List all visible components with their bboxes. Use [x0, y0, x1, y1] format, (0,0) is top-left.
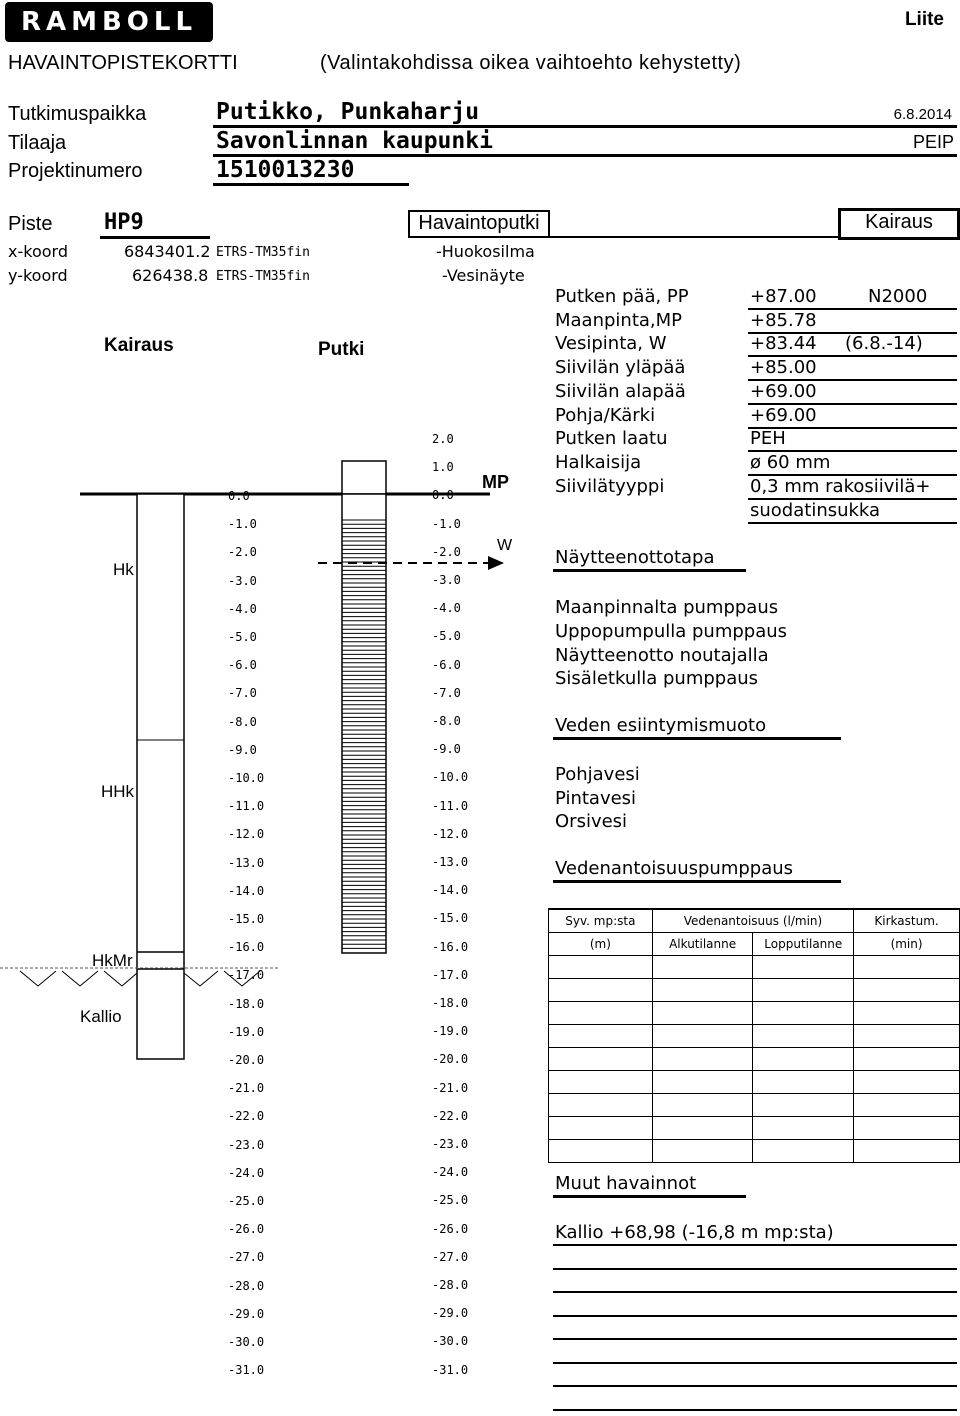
putki-depth-label: -25.0 — [432, 1193, 469, 1208]
table-row — [549, 956, 960, 979]
table-row — [549, 979, 960, 1002]
y-system: ETRS-TM35fin — [216, 269, 310, 284]
appendix-label: Liite — [904, 9, 944, 30]
yield-col-clear: Kirkastum. — [854, 909, 960, 933]
sampling-option-2: Uppopumpulla pumppaus — [555, 621, 788, 642]
kairaus-depth-label: -21.0 — [228, 1081, 265, 1096]
site-value: Putikko, Punkaharju — [216, 99, 480, 125]
client-label: Tilaaja — [8, 132, 67, 154]
property-label: Siivilän alapää — [555, 380, 686, 402]
note-line[interactable] — [553, 1268, 957, 1270]
property-label: Siivilätyyppi — [555, 475, 665, 497]
note-line[interactable] — [553, 1338, 957, 1340]
type-other-box: Kairaus — [838, 208, 960, 240]
putki-depth-label: -13.0 — [432, 855, 469, 869]
date-value: 6.8.2014 — [893, 106, 952, 123]
putki-depth-label: -12.0 — [432, 826, 469, 841]
yield-col-flow: Vedenantoisuus (l/min) — [652, 909, 853, 933]
putki-depth-label: -9.0 — [432, 742, 461, 757]
piste-label: Piste — [8, 213, 53, 235]
note-line[interactable] — [553, 1362, 957, 1364]
putki-depth-label: -21.0 — [432, 1080, 469, 1095]
kairaus-depth-label: -9.0 — [228, 742, 257, 757]
y-value: 626438.8 — [132, 266, 209, 285]
putki-depth-label: -20.0 — [432, 1052, 469, 1067]
property-extra: (6.8.-14) — [845, 333, 923, 355]
number-value: 1510013230 — [216, 157, 355, 183]
yield-unit-m: (m) — [549, 933, 653, 956]
kairaus-depth-label: -1.0 — [228, 517, 257, 532]
kairaus-depth-label: -4.0 — [228, 601, 257, 616]
water-form-option-3: Orsivesi — [555, 811, 628, 832]
putki-depth-label: -8.0 — [432, 714, 461, 728]
piste-value: HP9 — [104, 210, 144, 235]
yield-title: Vedenantoisuuspumppaus — [555, 858, 794, 879]
y-label: y-koord — [8, 266, 68, 285]
water-form-underline — [553, 737, 841, 740]
putki-depth-label: -18.0 — [432, 996, 469, 1010]
kairaus-depth-label: -18.0 — [228, 996, 265, 1011]
table-row — [549, 1140, 960, 1163]
form-note: (Valintakohdissa oikea vaihtoehto kehystetty) — [320, 52, 742, 74]
table-row — [549, 1002, 960, 1025]
note-line[interactable] — [553, 1409, 957, 1411]
water-form-option-1: Pohjavesi — [555, 764, 640, 785]
putki-depth-label: -28.0 — [432, 1278, 469, 1292]
property-label: Vesipinta, W — [555, 333, 667, 355]
site-label: Tutkimuspaikka — [8, 103, 147, 125]
kairaus-depth-label: -10.0 — [228, 771, 265, 785]
kairaus-depth-label: 0.0 — [228, 489, 250, 503]
property-value: +69.00 — [750, 380, 817, 402]
property-label: Halkaisija — [555, 451, 642, 473]
table-row — [549, 1025, 960, 1048]
note-line[interactable] — [553, 1315, 957, 1317]
kairaus-depth-label: -8.0 — [228, 714, 257, 729]
yield-underline — [553, 880, 841, 883]
kairaus-depth-label: -22.0 — [228, 1109, 265, 1124]
putki-depth-label: -27.0 — [432, 1249, 469, 1264]
ramboll-logo: RAMBOLL — [5, 2, 213, 42]
form-title: HAVAINTOPISTEKORTTI — [8, 52, 238, 74]
property-extra: N2000 — [868, 286, 928, 307]
yield-table — [548, 908, 960, 1163]
putki-depth-label: -3.0 — [432, 573, 461, 587]
property-value: +85.00 — [750, 357, 817, 379]
putki-depth-label: -17.0 — [432, 967, 469, 982]
kairaus-depth-label: -7.0 — [228, 686, 257, 701]
property-value: +83.44 — [750, 333, 817, 355]
water-form-title: Veden esiintymismuoto — [555, 715, 767, 736]
putki-depth-label: -29.0 — [432, 1306, 469, 1321]
layer-hkmr: HkMr — [92, 951, 133, 970]
putki-depth-label: -5.0 — [432, 629, 461, 644]
putki-depth-label: 0.0 — [432, 488, 454, 503]
kairaus-depth-label: -16.0 — [228, 940, 265, 955]
property-value-cont: suodatinsukka — [750, 500, 881, 521]
kairaus-depth-label: -27.0 — [228, 1250, 265, 1265]
yield-col-end: Lopputilanne — [753, 933, 854, 956]
sampling-option-1: Maanpinnalta pumppaus — [555, 597, 779, 618]
layer-kallio: Kallio — [80, 1007, 122, 1026]
kairaus-depth-label: -23.0 — [228, 1137, 265, 1152]
other-note: Kallio +68,98 (-16,8 m mp:sta) — [555, 1222, 834, 1243]
mp-label: MP — [482, 472, 509, 492]
x-system: ETRS-TM35fin — [216, 245, 310, 260]
kairaus-depth-label: -3.0 — [228, 573, 257, 588]
w-label: W — [497, 537, 513, 554]
x-value: 6843401.2 — [124, 242, 211, 261]
putki-depth-label: -31.0 — [432, 1362, 469, 1377]
layer-hk: Hk — [113, 560, 134, 579]
kairaus-depth-label: -6.0 — [228, 658, 257, 673]
kairaus-depth-label: -2.0 — [228, 545, 257, 560]
putki-depth-label: -7.0 — [432, 685, 461, 700]
other-title: Muut havainnot — [555, 1173, 697, 1194]
property-value: 0,3 mm rakosiivilä+ — [750, 475, 931, 497]
property-value: +85.78 — [750, 309, 817, 331]
kairaus-column — [137, 494, 184, 1059]
kairaus-depth-label: -19.0 — [228, 1024, 265, 1039]
table-row — [549, 1117, 960, 1140]
x-option: -Huokosilma — [436, 242, 535, 261]
putki-depth-label: 2.0 — [432, 432, 454, 446]
table-row — [549, 1094, 960, 1117]
putki-depth-label: -6.0 — [432, 657, 461, 672]
kairaus-title: Kairaus — [104, 335, 174, 356]
water-level-arrow — [488, 556, 504, 570]
putki-depth-label: -1.0 — [432, 516, 461, 531]
yield-col-start: Alkutilanne — [652, 933, 753, 956]
sampling-option-4: Sisäletkulla pumppaus — [555, 668, 759, 689]
putki-depth-label: -23.0 — [432, 1137, 469, 1151]
initials-value: PEIP — [912, 132, 954, 152]
x-label: x-koord — [8, 242, 68, 261]
layer-hhk: HHk — [101, 782, 135, 801]
client-value: Savonlinnan kaupunki — [216, 128, 493, 154]
kairaus-depth-label: -26.0 — [228, 1222, 265, 1237]
putki-depth-label: -15.0 — [432, 911, 469, 926]
yield-unit-min: (min) — [854, 933, 960, 956]
property-value: PEH — [750, 428, 786, 450]
kairaus-depth-label: -25.0 — [228, 1194, 265, 1208]
putki-depth-label: -4.0 — [432, 601, 461, 616]
note-line[interactable] — [553, 1291, 957, 1293]
property-label: Siivilän yläpää — [555, 357, 686, 379]
kairaus-depth-label: -30.0 — [228, 1335, 265, 1349]
putki-depth-label: -30.0 — [432, 1334, 469, 1349]
sampling-underline — [553, 569, 746, 572]
type-selected-box: Havaintoputki — [408, 210, 550, 238]
property-value: ø 60 mm — [750, 451, 831, 473]
kairaus-depth-label: -29.0 — [228, 1306, 265, 1321]
other-underline — [553, 1195, 746, 1198]
putki-depth-label: -2.0 — [432, 544, 461, 559]
property-label: Putken laatu — [555, 428, 668, 450]
yield-table-header-1 — [549, 909, 960, 933]
kairaus-depth-label: -12.0 — [228, 827, 265, 842]
kairaus-depth-label: -17.0 — [228, 968, 265, 983]
kairaus-depth-label: -11.0 — [228, 799, 265, 814]
yield-table-header-2 — [549, 933, 960, 956]
table-row — [549, 1048, 960, 1071]
sampling-title: Näytteenottotapa — [555, 547, 715, 568]
kairaus-depth-label: -28.0 — [228, 1278, 265, 1293]
putki-depth-label: -24.0 — [432, 1165, 469, 1180]
putki-depth-label: -22.0 — [432, 1108, 469, 1123]
kairaus-depth-label: -15.0 — [228, 912, 265, 926]
property-underline-cont — [748, 522, 957, 524]
sampling-option-3: Näytteenotto noutajalla — [555, 645, 769, 666]
putki-depth-label: -19.0 — [432, 1024, 469, 1039]
yield-col-depth: Syv. mp:sta — [549, 909, 653, 933]
putki-depth-label: -16.0 — [432, 939, 469, 954]
pipe-top — [342, 461, 386, 494]
kairaus-depth-label: -14.0 — [228, 883, 265, 898]
property-label: Pohja/Kärki — [555, 404, 656, 426]
y-option: -Vesinäyte — [442, 266, 525, 285]
table-row — [549, 1071, 960, 1094]
putki-depth-label: 1.0 — [432, 460, 454, 475]
note-line[interactable] — [553, 1244, 957, 1246]
kairaus-depth-label: -5.0 — [228, 630, 257, 644]
note-line[interactable] — [553, 1385, 957, 1387]
putki-title: Putki — [318, 339, 365, 360]
putki-depth-label: -10.0 — [432, 770, 469, 785]
kairaus-depth-label: -24.0 — [228, 1165, 265, 1180]
kairaus-depth-label: -31.0 — [228, 1363, 265, 1378]
property-value: +87.00 — [750, 286, 817, 307]
putki-depth-label: -11.0 — [432, 798, 469, 813]
property-value: +69.00 — [750, 404, 817, 426]
putki-depth-label: -14.0 — [432, 883, 469, 898]
property-label: Putken pää, PP — [555, 286, 689, 307]
number-label: Projektinumero — [8, 160, 143, 182]
property-label: Maanpinta,MP — [555, 309, 683, 331]
water-form-option-2: Pintavesi — [555, 788, 637, 809]
kairaus-depth-label: -20.0 — [228, 1053, 265, 1067]
kairaus-depth-label: -13.0 — [228, 855, 265, 870]
putki-depth-label: -26.0 — [432, 1221, 469, 1236]
